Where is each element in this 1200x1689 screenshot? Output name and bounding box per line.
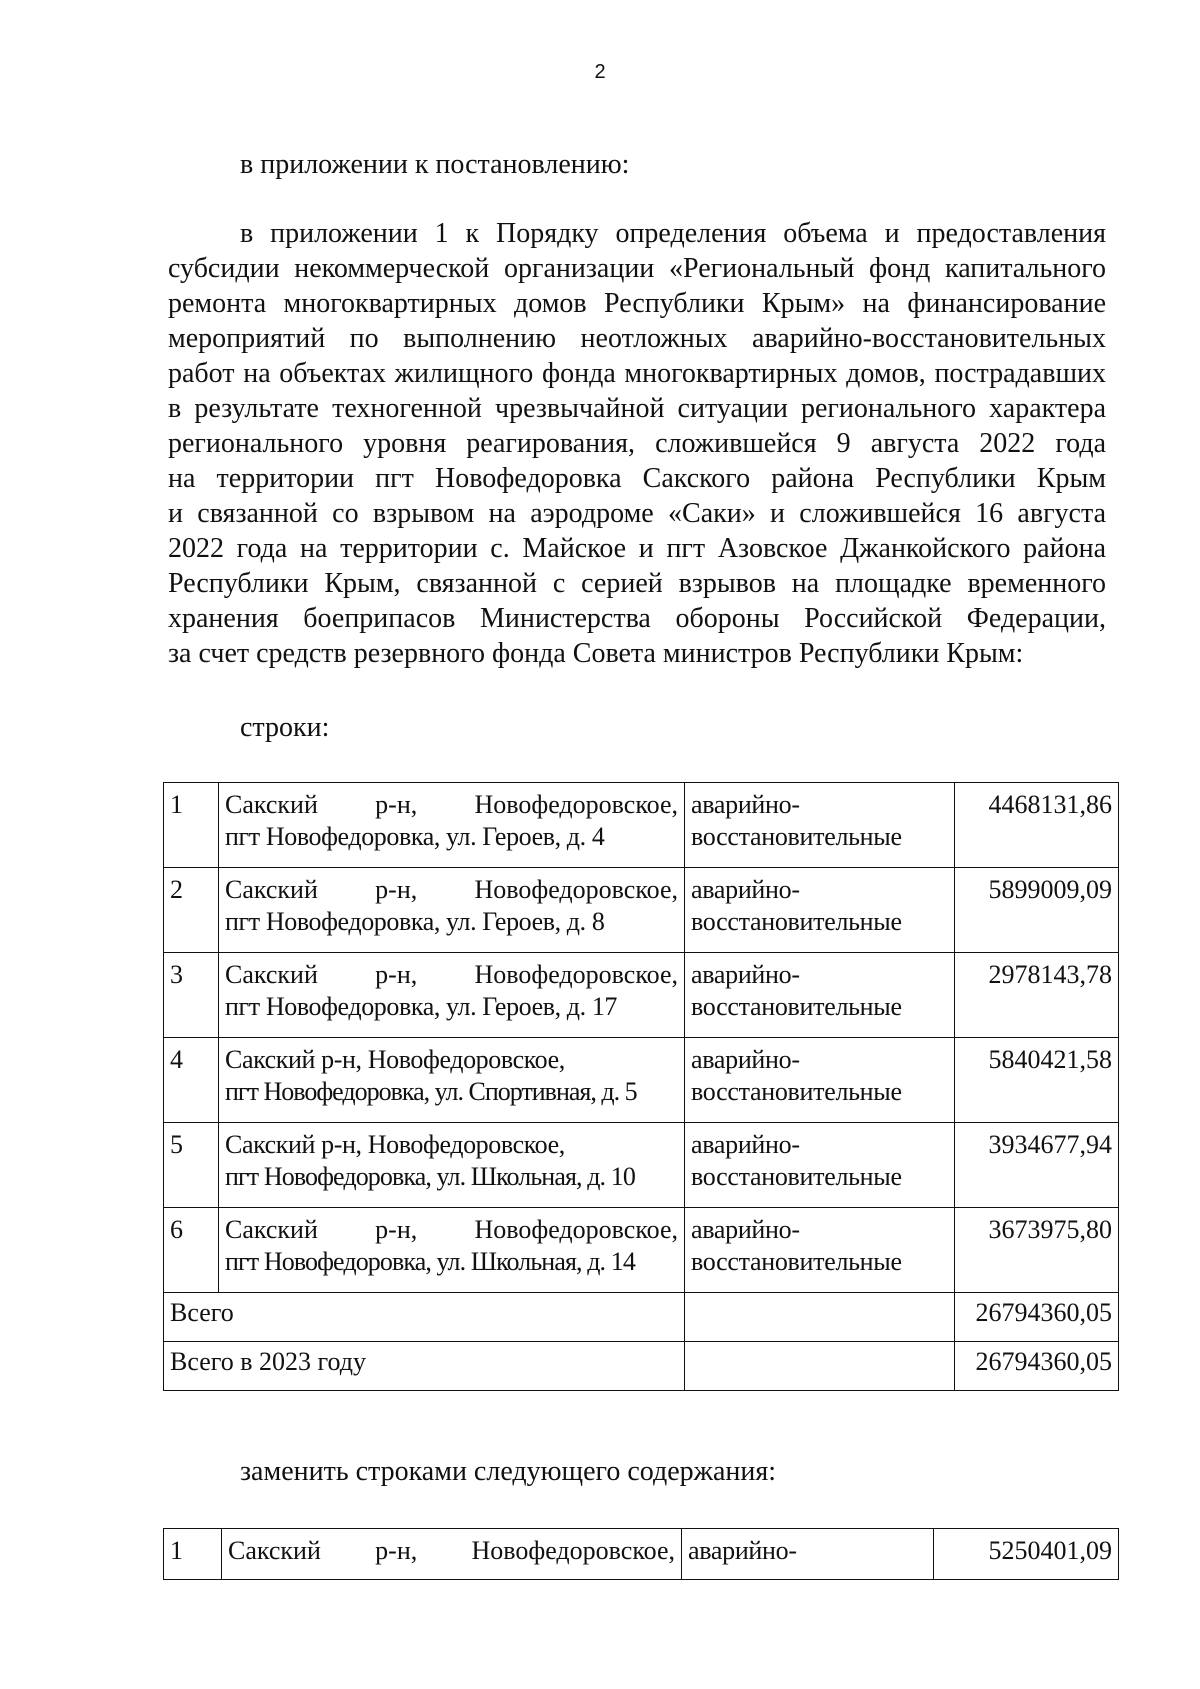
work-type-line: аварийно- xyxy=(691,1130,800,1159)
paragraph-line: в приложении 1 к Порядку определения объема и предоставления xyxy=(240,218,1106,249)
work-type-line: аварийно- xyxy=(691,1215,800,1244)
work-type-line: восстановительные xyxy=(691,992,902,1021)
total-label: Всего xyxy=(164,1293,685,1342)
paragraph-line: за счет средств резервного фонда Совета министров Республики Крым: xyxy=(168,638,1024,669)
row-number: 6 xyxy=(164,1208,219,1293)
page-number: 2 xyxy=(594,61,606,83)
work-type-line: аварийно- xyxy=(691,875,800,904)
paragraph-line: субсидии некоммерческой организации «Региональный фонд капитального xyxy=(168,253,1106,284)
amount-cell: 5840421,58 xyxy=(955,1038,1119,1123)
work-type-cell xyxy=(685,783,955,868)
amount-cell: 5250401,09 xyxy=(934,1529,1119,1580)
amount-cell: 3673975,80 xyxy=(955,1208,1119,1293)
total-amount: 26794360,05 xyxy=(955,1342,1119,1391)
address-line: пгт Новофедоровка, ул. Спортивная, д. 5 xyxy=(225,1077,637,1106)
empty-cell xyxy=(685,1342,955,1391)
row-number: 5 xyxy=(164,1123,219,1208)
main-paragraph xyxy=(168,216,1106,671)
address-line: пгт Новофедоровка, ул. Школьная, д. 14 xyxy=(225,1247,635,1276)
table-row xyxy=(164,783,1119,868)
address-cell xyxy=(219,783,685,868)
address-line: пгт Новофедоровка, ул. Героев, д. 8 xyxy=(225,907,605,936)
address-line: Сакский р-н, Новофедоровское, xyxy=(225,790,678,819)
total-label: Всего в 2023 году xyxy=(164,1342,685,1391)
table-row xyxy=(164,1208,1119,1293)
row-number: 1 xyxy=(164,1529,222,1580)
paragraph-line: в результате техногенной чрезвычайной ситуации регионального характера xyxy=(168,393,1106,424)
rows-label: строки: xyxy=(240,712,330,743)
address-line: пгт Новофедоровка, ул. Героев, д. 4 xyxy=(225,822,605,851)
row-number: 3 xyxy=(164,953,219,1038)
total-amount: 26794360,05 xyxy=(955,1293,1119,1342)
address-line: Сакский р-н, Новофедоровское, xyxy=(225,1045,565,1074)
address-cell xyxy=(219,868,685,953)
total-row xyxy=(164,1293,1119,1342)
address-line: пгт Новофедоровка, ул. Героев, д. 17 xyxy=(225,992,618,1021)
work-type-line: аварийно- xyxy=(691,960,800,989)
paragraph-line: и связанной со взрывом на аэродроме «Саки» и сложившейся 16 августа xyxy=(168,498,1106,529)
address-line: пгт Новофедоровка, ул. Школьная, д. 10 xyxy=(225,1162,635,1191)
address-line: Сакский р-н, Новофедоровское, xyxy=(225,875,678,904)
address-cell xyxy=(219,1208,685,1293)
new-rows-table xyxy=(163,1528,1119,1580)
address-cell xyxy=(219,1038,685,1123)
row-number: 1 xyxy=(164,783,219,868)
table-row xyxy=(164,1529,1119,1580)
paragraph-line: мероприятий по выполнению неотложных аварийно-восстановительных xyxy=(168,323,1106,354)
row-number: 2 xyxy=(164,868,219,953)
address-cell xyxy=(222,1529,682,1580)
address-line: Сакский р-н, Новофедоровское, xyxy=(225,960,678,989)
address-line: Сакский р-н, Новофедоровское, xyxy=(225,1215,678,1244)
amount-cell: 4468131,86 xyxy=(955,783,1119,868)
work-type-line: восстановительные xyxy=(691,1077,902,1106)
paragraph-line: Республики Крым, связанной с серией взрывов на площадке временного xyxy=(168,568,1106,599)
work-type-cell xyxy=(685,1038,955,1123)
table-row xyxy=(164,953,1119,1038)
row-number: 4 xyxy=(164,1038,219,1123)
work-type-cell xyxy=(685,1123,955,1208)
work-type-line: аварийно- xyxy=(691,1045,800,1074)
paragraph-line: 2022 года на территории с. Майское и пгт Азовское Джанкойского района xyxy=(168,533,1106,564)
amount-cell: 2978143,78 xyxy=(955,953,1119,1038)
address-line: Сакский р-н, Новофедоровское, xyxy=(228,1536,675,1565)
work-type-cell xyxy=(682,1529,934,1580)
address-cell xyxy=(219,1123,685,1208)
intro-line: в приложении к постановлению: xyxy=(240,149,630,180)
work-type-line: восстановительные xyxy=(691,1162,902,1191)
amount-cell: 5899009,09 xyxy=(955,868,1119,953)
paragraph-line: ремонта многоквартирных домов Республики Крым» на финансирование xyxy=(168,288,1106,319)
table-row xyxy=(164,1123,1119,1208)
paragraph-line: работ на объектах жилищного фонда многоквартирных домов, пострадавших xyxy=(168,358,1106,389)
empty-cell xyxy=(685,1293,955,1342)
address-line: Сакский р-н, Новофедоровское, xyxy=(225,1130,565,1159)
old-rows-table xyxy=(163,782,1119,1391)
address-cell xyxy=(219,953,685,1038)
work-type-cell xyxy=(685,1208,955,1293)
work-type-cell xyxy=(685,953,955,1038)
work-type-line: аварийно- xyxy=(688,1536,797,1565)
replace-label: заменить строками следующего содержания: xyxy=(240,1456,777,1487)
work-type-line: аварийно- xyxy=(691,790,800,819)
table-row xyxy=(164,868,1119,953)
work-type-cell xyxy=(685,868,955,953)
work-type-line: восстановительные xyxy=(691,1247,902,1276)
amount-cell: 3934677,94 xyxy=(955,1123,1119,1208)
paragraph-line: регионального уровня реагирования, сложившейся 9 августа 2022 года xyxy=(168,428,1106,459)
work-type-line: восстановительные xyxy=(691,907,902,936)
work-type-line: восстановительные xyxy=(691,822,902,851)
table-row xyxy=(164,1038,1119,1123)
paragraph-line: на территории пгт Новофедоровка Сакского района Республики Крым xyxy=(168,463,1106,494)
paragraph-line: хранения боеприпасов Министерства обороны Российской Федерации, xyxy=(168,603,1106,634)
total-row xyxy=(164,1342,1119,1391)
